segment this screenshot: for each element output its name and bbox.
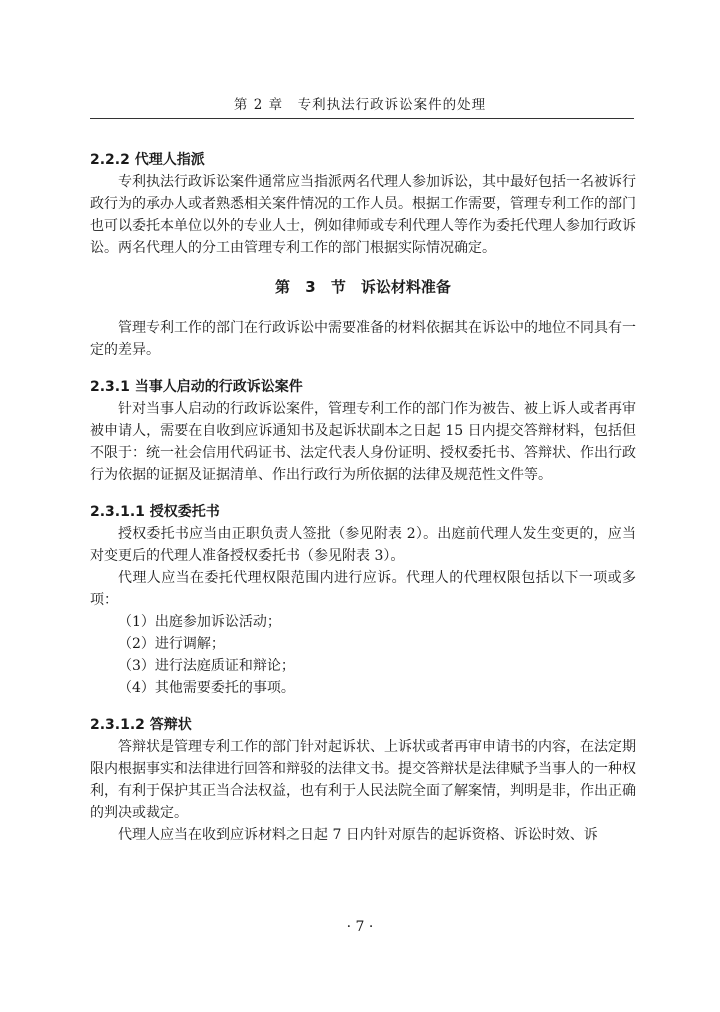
section-3-title: 第 3 节 诉讼材料准备 [275,278,451,296]
page-number: · 7 · [346,919,374,935]
page-body [90,150,636,846]
heading-2-3-1-1: 2.3.1.1 授权委托书 [90,504,220,520]
paragraph-power-of-attorney-2: 代理人应当在委托代理权限范围内进行应诉。代理人的代理权限包括以下一项或多项： [90,570,636,608]
header-rule [90,118,634,119]
paragraph-power-of-attorney-1: 授权委托书应当由正职负责人签批（参见附表 2）。出庭前代理人发生变更的，应当对变更后的代理人准备授权委托书（参见附表 3）。 [90,526,636,564]
running-header: 第 2 章 专利执法行政诉讼案件的处理 [233,97,487,113]
heading-2-3-1-2: 2.3.1.2 答辩状 [90,717,192,733]
list-item: （2）进行调解； [118,636,225,652]
heading-2-2-2: 2.2.2 代理人指派 [90,152,205,168]
paragraph-defense-statement-1: 答辩状是管理专利工作的部门针对起诉状、上诉状或者再审申请书的内容，在法定期限内根据事实和法律进行回答和辩驳的法律文书。提交答辩状是法律赋予当事人的一种权利，有利于保护其正当合法权益，也有利于人民法院全面了解案情，判明是非，作出正确的判决或裁定。 [90,739,636,821]
authority-list [90,611,636,699]
paragraph-defense-statement-2: 代理人应当在收到应诉材料之日起 7 日内针对原告的起诉资格、诉讼时效、诉 [118,827,598,843]
list-item: （4）其他需要委托的事项。 [118,680,295,696]
heading-2-3-1: 2.3.1 当事人启动的行政诉讼案件 [90,379,303,395]
list-item: （3）进行法庭质证和辩论； [118,658,295,674]
paragraph-materials-intro: 管理专利工作的部门在行政诉讼中需要准备的材料依据其在诉讼中的地位不同具有一定的差异。 [90,320,636,358]
list-item: （1）出庭参加诉讼活动； [118,614,281,630]
paragraph-party-initiated: 针对当事人启动的行政诉讼案件，管理专利工作的部门作为被告、被上诉人或者再审被申请人，需要在自收到应诉通知书及起诉状副本之日起 15 日内提交答辩材料，包括但不限于：统一社会信用代码证书、法定代表人身份证明、授权委托书、答辩状、作出行政行为依据的证据及证据清单、作出行政行为所依据的法律及规范性文件等。 [90,401,636,483]
paragraph-agent-assignment: 专利执法行政诉讼案件通常应当指派两名代理人参加诉讼，其中最好包括一名被诉行政行为的承办人或者熟悉相关案件情况的工作人员。根据工作需要，管理专利工作的部门也可以委托本单位以外的专业人士，例如律师或专利代理人等作为委托代理人参加行政诉讼。两名代理人的分工由管理专利工作的部门根据实际情况确定。 [90,174,636,256]
